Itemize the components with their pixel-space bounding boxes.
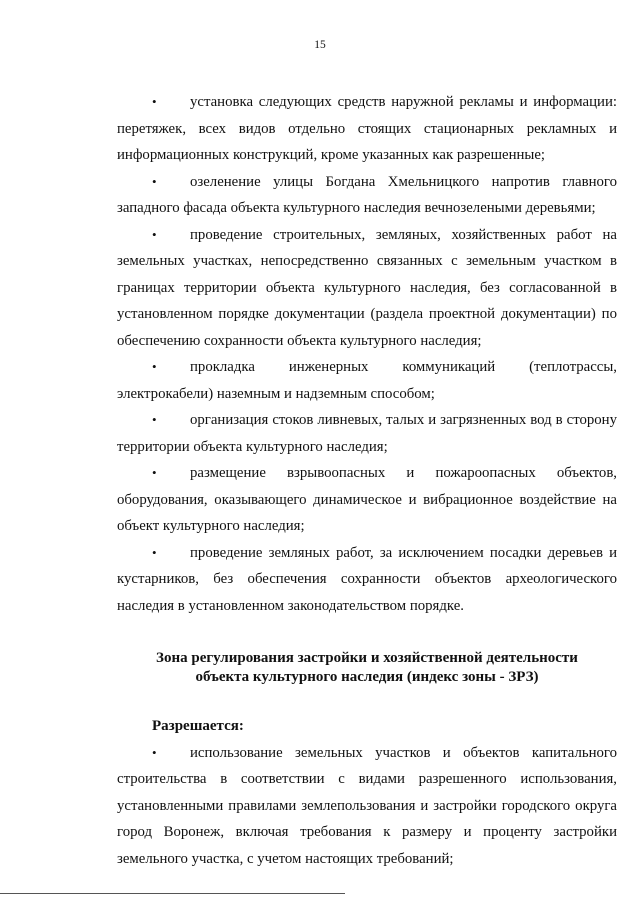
section-heading-line: объекта культурного наследия (индекс зоны - ЗРЗ) [195,669,539,685]
section-heading [117,649,617,687]
bullet-icon: • [152,465,157,480]
list-item [117,540,617,620]
list-item [117,89,617,169]
list-item-text: озеленение улицы Богдана Хмельницкого напротив главного западного фасада объекта культурного наследия вечнозелеными деревьями; [117,173,617,216]
list-item-text: организация стоков ливневых, талых и загрязненных вод в сторону территории объекта культурного наследия; [117,412,617,455]
list-item [117,354,617,407]
bullet-icon: • [152,173,157,189]
footer-divider [0,893,345,894]
allowed-label: Разрешается: [152,718,244,734]
list-item-text: размещение взрывоопасных и пожароопасных объектов, оборудования, оказывающего динамическое и вибрационное воздействие на объект культурного наследия; [117,465,617,534]
list-item [117,740,617,873]
section-heading-line: Зона регулирования застройки и хозяйственной деятельности [156,650,578,666]
bullet-icon: • [152,544,157,560]
bullet-icon: • [152,744,157,760]
list-item-text: использование земельных участков и объектов капитального строительства в соответствии с видами разрешенного использования, установленными правилами землепользования и застройки городского округа город Воронеж, включая требования к размеру и проценту застройки земельного участка, с учетом настоящих требований; [117,744,617,867]
list-item [117,407,617,460]
list-item-text: проведение строительных, земляных, хозяйственных работ на земельных участках, непосредственно связанных с земельным участком в границах территории объекта культурного наследия, без согласованной в установленном порядке документации (раздела проектной документации) по обеспечению сохранности объекта культурного наследия; [117,226,617,349]
bullet-icon: • [152,359,157,374]
list-item [117,460,617,540]
page-number: 15 [314,39,326,51]
list-item-text: установка следующих средств наружной рекламы и информации: перетяжек, всех видов отдельно стоящих стационарных рекламных и информационных конструкций, кроме указанных как разрешенные; [117,94,617,163]
list-item [117,222,617,355]
list-item-text: проведение земляных работ, за исключением посадки деревьев и кустарников, без обеспечения сохранности объектов археологического наследия в установленном законодательством порядке. [117,544,617,614]
bullet-icon: • [152,412,157,427]
bullet-icon: • [152,226,157,242]
bullet-icon: • [152,94,157,109]
list-item [117,169,617,222]
list-item-text: прокладка инженерных коммуникаций (теплотрассы, электрокабели) наземным и надземным способом; [117,359,617,402]
document-body [117,89,617,872]
